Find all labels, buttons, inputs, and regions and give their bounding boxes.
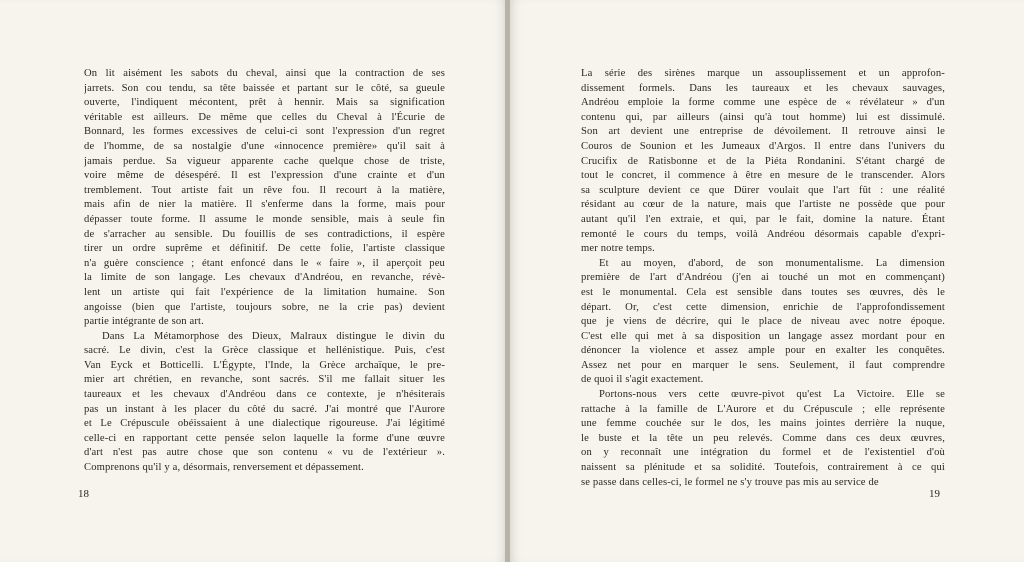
text-line: angoisse (bien que l'artiste, toujours sobre, ne la crie pas) devient <box>84 301 445 313</box>
paragraph <box>581 257 945 388</box>
text-line: jamais perdue. Sa vigueur apparente cache quelque chose de triste, <box>84 155 445 167</box>
text-line: véritable est ailleurs. De même que celles du Cheval à l'Écurie de <box>84 111 445 123</box>
text-line: est le monumental. Cela est sensible dans toutes ses œuvres, dès le <box>581 286 945 298</box>
text-line: La série des sirènes marque un assouplissement et un approfon- <box>581 68 945 79</box>
text-line: Crucifix de Ratisbonne et de la Piéta Rondanini. S'étant chargé de <box>581 155 945 167</box>
text-line: rattache à la famille de L'Aurore et du Crépuscule ; elle représente <box>581 403 945 415</box>
text-line: Comprenons qu'il y a, désormais, renversement et dépassement. <box>84 462 364 474</box>
text-line: taureaux et les chevaux d'Andréou dans ce contexte, je n'hésiterais <box>84 389 445 401</box>
text-line: jarrets. Son cou tendu, sa tête baissée et partant sur le côté, sa gueule <box>84 82 445 94</box>
text-line: dénoncer la violence et assez ample pour en exalter les conquêtes. <box>581 345 945 357</box>
text-line: mais afin de nier la matière. Il s'enferme dans la forme, mais pour <box>84 199 445 211</box>
text-line: pas un instant à les placer du côté du sacré. J'ai montré que l'Aurore <box>84 403 445 415</box>
text-line: départ. Or, c'est cette dimension, enrichie de l'approfondissement <box>581 301 945 313</box>
text-line: On lit aisément les sabots du cheval, ainsi que la contraction de ses <box>84 68 445 79</box>
text-line: le buste et la tête un peu relevés. Comme dans ces deux œuvres, <box>581 432 945 444</box>
text-line: sa sculpture devient ce que Dürer voulait que l'art fût : une réalité <box>581 184 945 196</box>
text-line: partie intégrante de son art. <box>84 316 204 328</box>
book-gutter <box>505 0 510 562</box>
text-line: contenu qui, par ailleurs (ainsi qu'à tout homme) lui est dissimulé. <box>581 111 945 123</box>
text-line: que je viens de décrire, qui le place de niveau avec notre époque. <box>581 316 945 328</box>
text-line: celle-ci en rapportant cette pensée selon laquelle la forme d'une œuvre <box>84 432 445 444</box>
text-line: C'est elle qui met à sa disposition un langage assez mordant pour en <box>581 330 945 342</box>
text-line: Andréou emploie la forme comme une espèce de « révélateur » d'un <box>581 97 945 109</box>
text-line: la limite de son langage. Les chevaux d'Andréou, en revanche, révè- <box>84 272 445 284</box>
left-page-number: 18 <box>78 488 89 500</box>
text-line: sacré. Le divin, c'est la Grèce classique et hellénistique. Puis, c'est <box>84 345 445 357</box>
text-line: autant qu'il l'en extraie, et qui, par le fait, domine la nature. Étant <box>581 213 945 225</box>
text-line: se passe dans celles-ci, le formel ne s'y trouve pas mis au service de <box>581 476 879 488</box>
paragraph <box>84 67 445 330</box>
text-line: une femme couchée sur le dos, les mains jointes derrière la nuque, <box>581 418 945 430</box>
right-page <box>508 0 1024 562</box>
text-line: résidant au cœur de la nature, mais que l'artiste ne possède que pour <box>581 199 945 211</box>
text-line: d'art n'est pas autre chose que son contenu « vu de l'extérieur ». <box>84 447 445 459</box>
text-line: Dans La Métamorphose des Dieux, Malraux distingue le divin du <box>102 330 445 342</box>
text-line: Et au moyen, d'abord, de son monumentalisme. La dimension <box>599 257 945 269</box>
right-page-text <box>581 67 945 490</box>
text-line: voire même de désespéré. Il est l'expression d'une crainte et d'un <box>84 170 445 182</box>
text-line: mer notre temps. <box>581 243 655 255</box>
paragraph <box>84 330 445 476</box>
text-line: de quoi il s'agit exactement. <box>581 374 704 386</box>
text-line: remonté le cours du temps, voilà Andréou désormais capable d'expri- <box>581 228 945 240</box>
text-line: mier art chrétien, en revanche, sont sacrés. S'il me fallait situer les <box>84 374 445 386</box>
right-page-number: 19 <box>929 488 940 500</box>
text-line: dissement formels. Dans les taureaux et les chevaux sauvages, <box>581 82 945 94</box>
left-page-text <box>84 67 445 476</box>
text-line: Son art devient une entreprise de dévoilement. Il retrouve ainsi le <box>581 126 945 138</box>
text-line: naissent sa plénitude et sa solidité. Toutefois, contrairement à ce qui <box>581 462 945 474</box>
text-line: de s'arracher au sensible. Du fouillis de ses contradictions, il espère <box>84 228 445 240</box>
text-line: Portons-nous vers cette œuvre-pivot qu'est La Victoire. Elle se <box>599 389 945 401</box>
text-line: et Le Crépuscule obéissaient à une dialectique rigoureuse. J'ai légitimé <box>84 418 445 430</box>
left-page <box>0 0 508 562</box>
text-line: tremblement. Tout artiste fait un rêve fou. Il recourt à la matière, <box>84 184 445 196</box>
text-line: Couros de Sounion et les Jumeaux d'Argos. Il entre dans l'univers du <box>581 140 945 152</box>
text-line: Assez net pour en marquer le sens. Seulement, il faut comprendre <box>581 359 945 371</box>
text-line: première de l'art d'Andréou (j'en ai touché un mot en commençant) <box>581 272 945 284</box>
text-line: lent un artiste qui fait l'expérience de la limitation humaine. Son <box>84 286 445 298</box>
text-line: Van Eyck et Botticelli. L'Égypte, l'Inde, la Grèce archaïque, le pre- <box>84 359 445 371</box>
text-line: tout le concret, il commence à être en mesure de le transcender. Alors <box>581 170 945 182</box>
text-line: n'a guère conscience ; étant enfoncé dans le « faire », il aperçoit peu <box>84 257 445 269</box>
text-line: de l'homme, de sa nostalgie d'une «innocence première» qu'il sait à <box>84 140 445 152</box>
text-line: tirer un ordre suprême et définitif. De cette folie, l'artiste classique <box>84 243 445 255</box>
text-line: ouverte, l'indiquent mécontent, prêt à hennir. Mais sa signification <box>84 97 445 109</box>
text-line: on y reconnaît une intégration du formel et de l'existentiel d'où <box>581 447 945 459</box>
text-line: dépasser toute forme. Il assume le monde sensible, mais à seule fin <box>84 213 445 225</box>
text-line: Bonnard, les formes excessives de celui-ci sont l'expression d'un regret <box>84 126 445 138</box>
paragraph <box>581 388 945 490</box>
paragraph <box>581 67 945 257</box>
